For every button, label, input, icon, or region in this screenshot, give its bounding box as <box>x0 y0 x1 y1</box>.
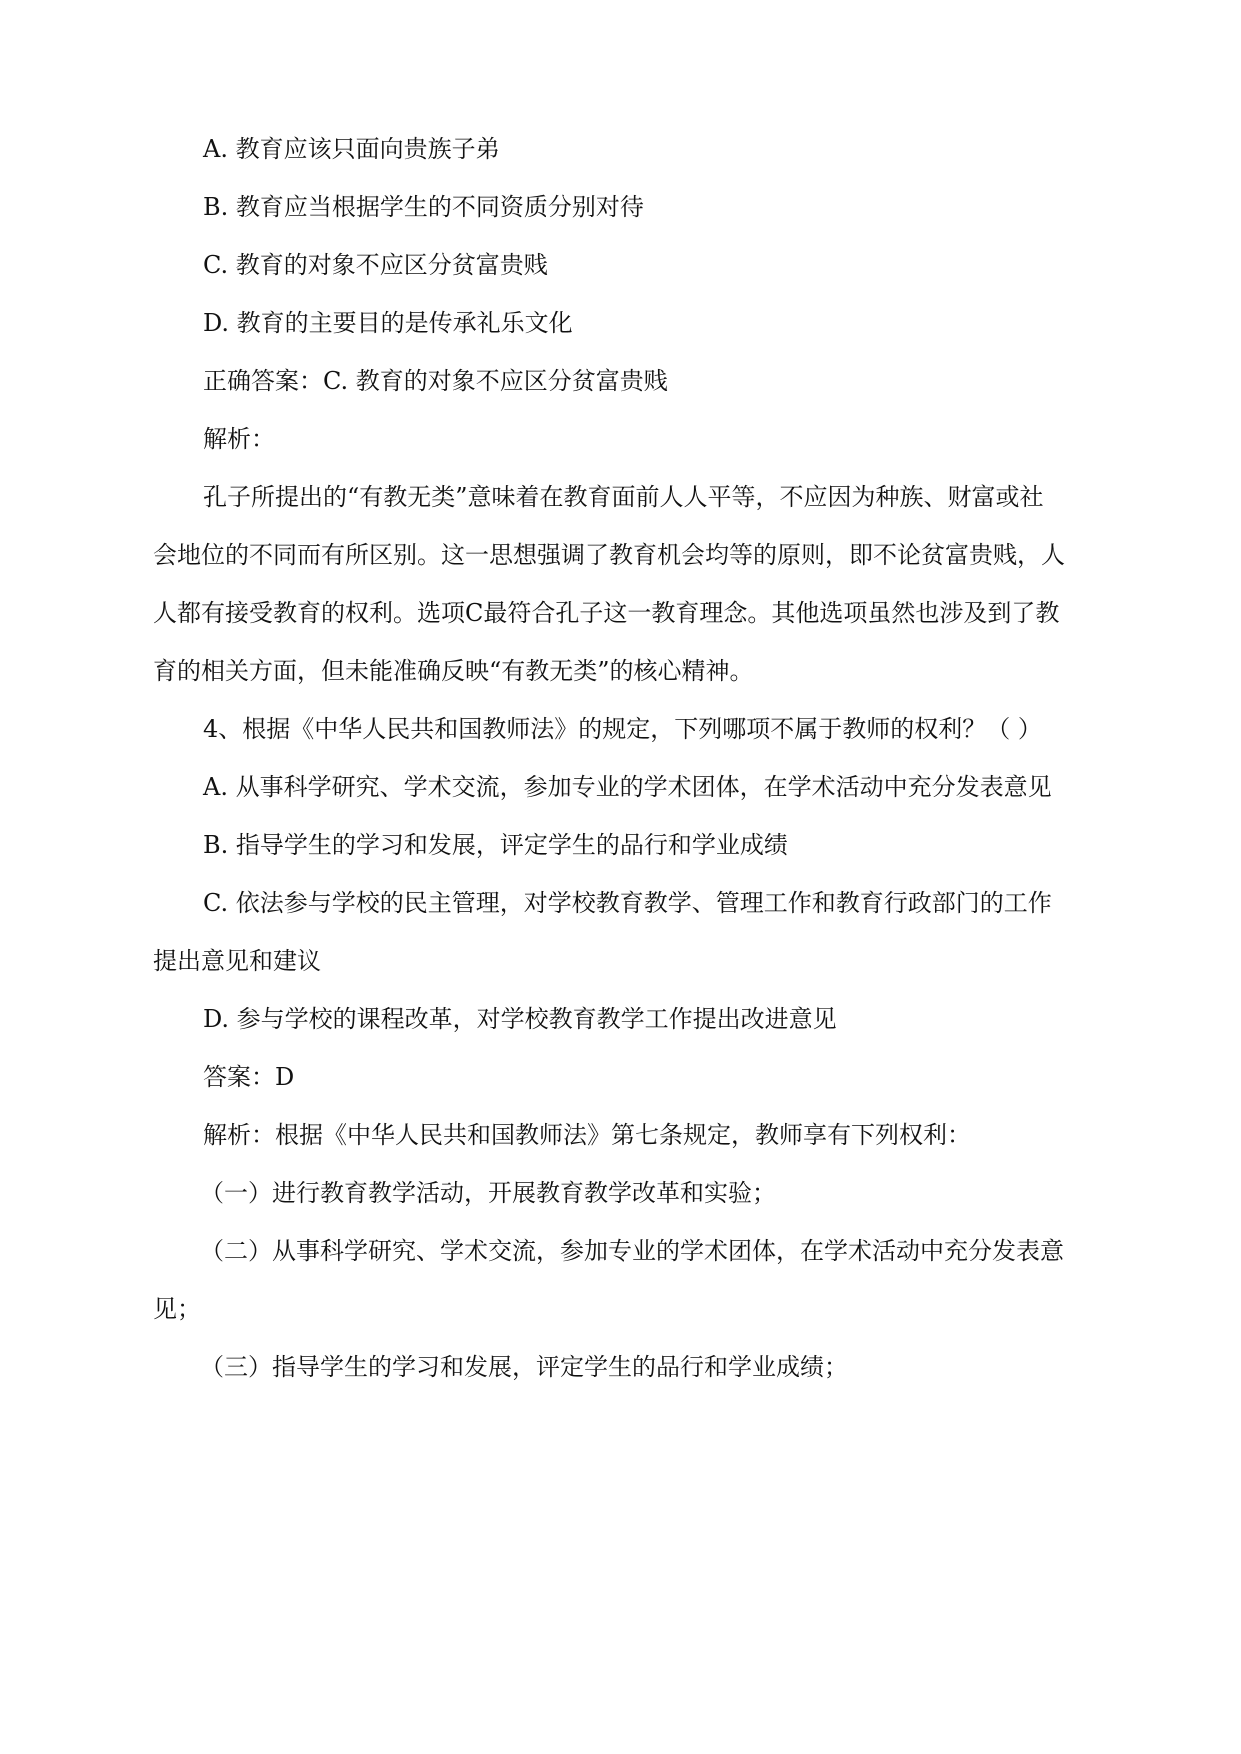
q3-analysis-line: 育的相关方面，但未能准确反映“有教无类”的核心精神。 <box>153 657 754 685</box>
q3-option-d: D. 教育的主要目的是传承礼乐文化 <box>203 309 573 337</box>
q4-option-a: A. 从事科学研究、学术交流，参加专业的学术团体，在学术活动中充分发表意见 <box>203 773 1052 801</box>
q4-option-d: D. 参与学校的课程改革，对学校教育教学工作提出改进意见 <box>203 1005 837 1033</box>
q3-option-b: B. 教育应当根据学生的不同资质分别对待 <box>203 193 644 221</box>
q3-option-a: A. 教育应该只面向贵族子弟 <box>203 135 500 163</box>
q3-analysis-line: 人都有接受教育的权利。选项C最符合孔子这一教育理念。其他选项虽然也涉及到了教 <box>153 599 1060 627</box>
q4-right-item: （二）从事科学研究、学术交流，参加专业的学术团体，在学术活动中充分发表意 <box>200 1237 1064 1265</box>
q3-option-c: C. 教育的对象不应区分贫富贵贱 <box>203 251 548 279</box>
q3-analysis-line: 会地位的不同而有所区别。这一思想强调了教育机会均等的原则，即不论贫富贵贱，人 <box>153 541 1065 569</box>
q4-option-b: B. 指导学生的学习和发展，评定学生的品行和学业成绩 <box>203 831 788 859</box>
q3-correct-answer: 正确答案：C. 教育的对象不应区分贫富贵贱 <box>203 367 668 395</box>
q4-option-c: C. 依法参与学校的民主管理，对学校教育教学、管理工作和教育行政部门的工作 <box>203 889 1052 917</box>
q4-right-item: （一）进行教育教学活动，开展教育教学改革和实验； <box>200 1179 776 1207</box>
q4-right-item: （三）指导学生的学习和发展，评定学生的品行和学业成绩； <box>200 1353 848 1381</box>
q4-option-c-continued: 提出意见和建议 <box>153 947 321 975</box>
q4-answer: 答案：D <box>203 1063 295 1091</box>
q4-right-item-continued: 见； <box>153 1295 201 1323</box>
q3-analysis-label: 解析： <box>203 425 275 453</box>
q4-question: 4、根据《中华人民共和国教师法》的规定，下列哪项不属于教师的权利？（ ） <box>203 715 1042 743</box>
q4-analysis-intro: 解析：根据《中华人民共和国教师法》第七条规定，教师享有下列权利： <box>203 1121 971 1149</box>
q3-analysis-line: 孔子所提出的“有教无类”意味着在教育面前人人平等，不应因为种族、财富或社 <box>203 483 1044 511</box>
